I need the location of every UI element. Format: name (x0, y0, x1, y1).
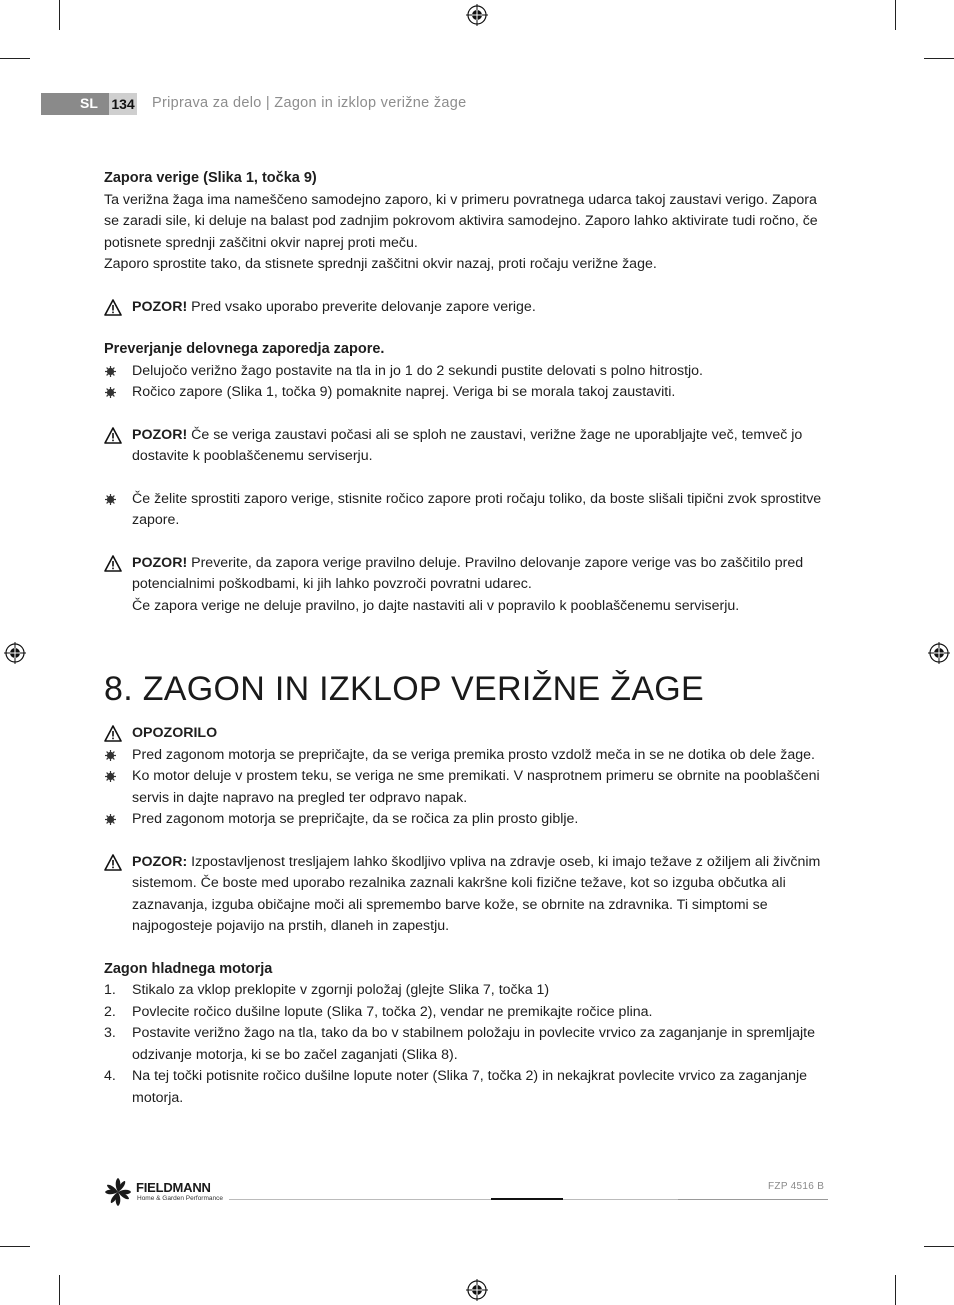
list-item: 1. Stikalo za vklop preklopite v zgornji položaj (glejte Slika 7, točka 1) (104, 982, 550, 998)
registration-mark-icon (928, 642, 950, 664)
section-heading: Zagon hladnega motorja (104, 960, 273, 977)
list-item: Pred zagonom motorja se prepričajte, da se ročica za plin prosto giblje. (104, 809, 830, 831)
crop-mark (59, 1275, 60, 1305)
warning-triangle-icon (104, 427, 122, 444)
warning-label: POZOR! (132, 298, 188, 315)
section-heading: Preverjanje delovnega zaporedja zapore. (104, 341, 385, 357)
crop-mark (0, 58, 30, 59)
list-item: Pred zagonom motorja se prepričajte, da se veriga premika prosto vzdolž meča in se ne dotika ob dele žage. (104, 745, 830, 767)
warning-label: POZOR! (132, 554, 188, 571)
page-content (104, 168, 830, 1109)
brand-logo (104, 1177, 232, 1209)
warning-text: Če se veriga zaustavi počasi ali se sploh ne zaustavi, verižne žage ne uporabljajte več, temveč jo dostavite k pooblaščenemu serviserju. (132, 426, 803, 464)
warning-text: Preverite, da zapora verige pravilno deluje. Pravilno delovanje zapore verige vas bo zaščitilo pred potencialnimi poškodbami, ki jih lahko povzroči povratni udarec. (132, 554, 804, 592)
bullet-icon (105, 750, 116, 761)
footer-rule-light (678, 1199, 828, 1200)
registration-mark-icon (466, 1279, 488, 1301)
fieldmann-logo-icon (104, 1177, 132, 1207)
list-item: Delujočo verižno žago postavite na tla in jo 1 do 2 sekundi pustite delovati s polno hitrostjo. (104, 361, 830, 383)
warning-heading (104, 723, 830, 745)
crop-mark (59, 0, 60, 30)
chapter-title: 8. ZAGON IN IZKLOP VERIŽNE ŽAGE (104, 670, 705, 708)
warning-note (104, 553, 830, 618)
crop-mark (924, 1246, 954, 1247)
page-number: 134 (109, 93, 137, 115)
warning-triangle-icon (104, 299, 122, 316)
warning-text: Če zapora verige ne deluje pravilno, jo dajte nastaviti ali v popravilo k pooblaščenemu serviserju. (132, 597, 740, 614)
crop-mark (0, 1246, 30, 1247)
list-item: 2. Povlecite ročico dušilne lopute (Slika 7, točka 2), vendar ne premikajte ročice plina. (104, 1003, 653, 1020)
warning-triangle-icon (104, 555, 122, 572)
running-header-title: Priprava za delo | Zagon in izklop verižne žage (152, 95, 467, 111)
model-number: FZP 4516 B (768, 1181, 825, 1192)
warning-text: Izpostavljenost tresljajem lahko škodljivo vpliva na zdravje oseb, ki imajo težave z ožiljem ali živčnim sistemom. Če boste med uporabo rezalnika zaznali kakršne koli fizične težave, kot so izguba občutka ali zaznavanja, izguba običajne moči ali spremembo barve kože, se obrnite na zdravnika. Ti simptomi se najpogosteje pojavijo na prstih, dlaneh in zapestju. (132, 853, 821, 934)
footer-rule-accent (491, 1198, 563, 1200)
bullet-icon (105, 366, 116, 377)
paragraph: Zaporo sprostite tako, da stisnete sprednji zaščitni okvir nazaj, proti ročaju verižne žage. (104, 256, 657, 272)
crop-mark (895, 1275, 896, 1305)
warning-triangle-icon (104, 854, 122, 871)
registration-mark-icon (4, 642, 26, 664)
crop-mark (895, 0, 896, 30)
bullet-icon (105, 387, 116, 398)
warning-triangle-icon (104, 725, 122, 742)
list-item: 3. Postavite verižno žago na tla, tako da bo v stabilnem položaju in povlecite vrvico za zaganjanje in spremljajte odzivanje motorja, ki se bo začel zaganjati (Slika 8). (104, 1025, 815, 1063)
brand-tagline: Home & Garden Performance (137, 1195, 223, 1202)
warning-note (104, 297, 830, 319)
header-language: SL (80, 95, 98, 111)
crop-mark (924, 58, 954, 59)
registration-mark-icon (466, 4, 488, 26)
paragraph: Ta verižna žaga ima nameščeno samodejno zaporo, ki v primeru povratnega udarca takoj zaustavi verigo. Zapora se zaradi sile, ki deluje na balast pod zadnjim pokrovom aktivira samodejno. Zaporo lahko aktivirate tudi ročno, če potisnete sprednji zaščitni okvir naprej proti meču. (104, 191, 818, 251)
list-item: Ko motor deluje v prostem teku, se veriga ne sme premikati. V nasprotnem primeru se obrnite na pooblaščeni servis in dajte napravo na pregled ter odpravo napak. (104, 766, 830, 809)
warning-text: Pred vsako uporabo preverite delovanje zapore verige. (187, 298, 536, 315)
warning-label: OPOZORILO (132, 725, 218, 741)
bullet-icon (105, 814, 116, 825)
bullet-icon (105, 494, 116, 505)
warning-label: POZOR: (132, 853, 188, 870)
list-item: 4. Na tej točki potisnite ročico dušilne lopute noter (Slika 7, točka 2) in nekajkrat povlecite vrvico za zaganjanje motorja. (104, 1068, 808, 1106)
list-item: Če želite sprostiti zaporo verige, stisnite ročico zapore proti ročaju toliko, da boste slišali tipični zvok sprostitve zapore. (104, 489, 830, 532)
warning-label: POZOR! (132, 426, 188, 443)
brand-name: FIELDMANN (136, 1180, 211, 1195)
bullet-icon (105, 771, 116, 782)
list-item: Ročico zapore (Slika 1, točka 9) pomaknite naprej. Veriga bi se morala takoj zaustaviti. (104, 382, 830, 404)
warning-note (104, 852, 830, 938)
warning-note (104, 425, 830, 468)
section-heading: Zapora verige (Slika 1, točka 9) (104, 170, 317, 186)
